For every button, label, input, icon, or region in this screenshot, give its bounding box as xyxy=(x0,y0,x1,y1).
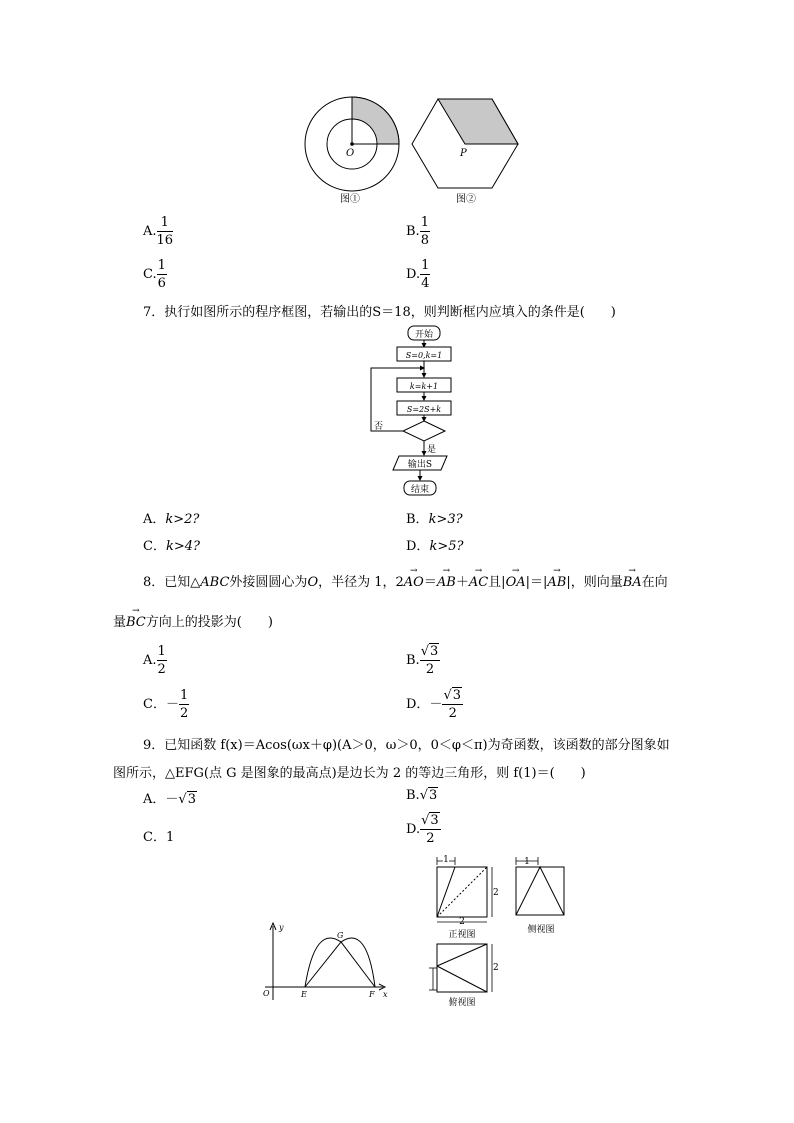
svg-text:E: E xyxy=(301,990,307,999)
q8-line1: 8．已知△ABC外接圆圆心为O，半径为 1，2→ AO＝→ AB＋→ AC且|→ OA|＝|→ AB|，则向量→ BA在向 xyxy=(143,571,668,590)
svg-text:是: 是 xyxy=(427,445,437,455)
flow-decision xyxy=(403,421,445,441)
svg-text:O: O xyxy=(263,989,270,998)
shaded-rhombus xyxy=(438,99,518,144)
svg-text:S=0,k=1: S=0,k=1 xyxy=(405,351,443,360)
q7-flowchart xyxy=(365,322,455,502)
q8-option-d: D．－ $\frac{√3}{2}$ xyxy=(406,688,462,721)
q7-option-d: D．k>5? xyxy=(406,539,464,554)
svg-text:输出S: 输出S xyxy=(407,460,433,470)
svg-text:F: F xyxy=(369,990,375,999)
fig2-center-label: P xyxy=(460,148,467,159)
q6-option-b: B. $\frac{1}{8}$ xyxy=(406,215,429,248)
q7-stem: 7．执行如图所示的程序框图，若输出的S＝18，则判断框内应填入的条件是( ) xyxy=(143,305,616,320)
q7-option-b: B．k>3? xyxy=(406,512,463,527)
svg-text:k=k+1: k=k+1 xyxy=(409,382,439,391)
svg-text:2: 2 xyxy=(493,888,499,898)
q9-option-a: A．－√3 xyxy=(143,792,196,807)
q8-option-c: C．－ $\frac{1}{2}$ xyxy=(143,688,189,721)
side-view xyxy=(516,857,564,935)
q8-option-b: B. $\frac{√3}{2}$ xyxy=(406,644,439,677)
q9-option-b: B.√3 xyxy=(406,788,438,803)
q9-option-d: D. $\frac{√3}{2}$ xyxy=(406,813,439,846)
fig2-caption: 图② xyxy=(456,194,476,205)
svg-text:S=2S+k: S=2S+k xyxy=(406,405,442,414)
svg-text:1: 1 xyxy=(524,857,530,867)
svg-text:G: G xyxy=(337,931,344,940)
three-views xyxy=(425,852,575,1012)
svg-text:俯视图: 俯视图 xyxy=(448,998,476,1008)
top-view xyxy=(429,944,499,1008)
svg-text:正视图: 正视图 xyxy=(448,930,476,940)
q7-option-c: C．k>4? xyxy=(143,539,200,554)
svg-text:侧视图: 侧视图 xyxy=(527,925,555,935)
cosine-curve xyxy=(305,938,375,987)
svg-text:1: 1 xyxy=(443,855,449,865)
svg-text:y: y xyxy=(279,923,284,932)
q6-figures xyxy=(300,92,530,212)
q6-option-d: D. $\frac{1}{4}$ xyxy=(406,258,430,291)
q9-line2: 图所示，△EFG(点 G 是图象的最高点)是边长为 2 的等边三角形，则 f(1)＝( ) xyxy=(113,766,586,781)
fig1-center-label: O xyxy=(346,148,355,159)
q6-option-c: C. $\frac{1}{6}$ xyxy=(143,258,166,291)
front-view xyxy=(437,855,499,940)
q9-function-graph xyxy=(255,920,395,1005)
svg-text:否: 否 xyxy=(374,422,384,432)
svg-text:结束: 结束 xyxy=(410,485,430,495)
q6-option-a: A. $\frac{1}{16}$ xyxy=(143,215,174,248)
q8-line2: 量→ BC方向上的投影为( ) xyxy=(113,611,273,630)
svg-text:开始: 开始 xyxy=(414,330,434,340)
fig1-caption: 图① xyxy=(340,194,360,205)
svg-text:x: x xyxy=(383,990,388,999)
q8-option-a: A. $\frac{1}{2}$ xyxy=(143,644,166,677)
q9-option-c: C．1 xyxy=(143,830,175,845)
svg-text:2: 2 xyxy=(459,917,465,927)
q7-option-a: A．k>2? xyxy=(143,512,200,527)
svg-text:2: 2 xyxy=(493,963,499,973)
q9-line1: 9．已知函数 f(x)＝Acos(ωx＋φ)(A＞0，ω＞0，0＜φ＜π)为奇函数，该函数的部分图象如 xyxy=(143,738,670,753)
